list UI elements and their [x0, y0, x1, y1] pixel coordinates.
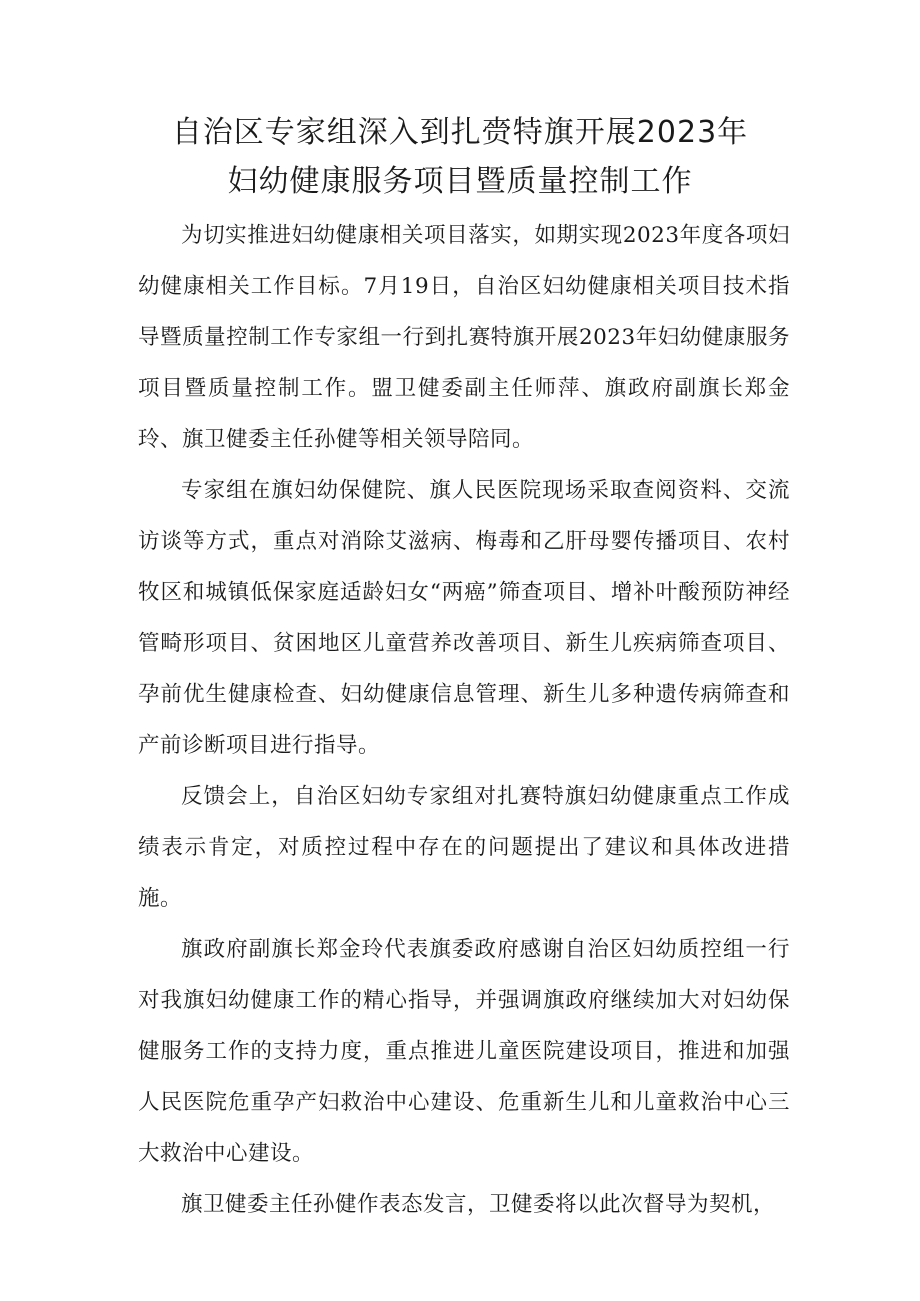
document-body	[138, 210, 790, 1230]
paragraph-inspection: 专家组在旗妇幼保健院、旗人民医院现场采取查阅资料、交流访谈等方式，重点对消除艾滋病、梅毒和乙肝母婴传播项目、农村牧区和城镇低保家庭适龄妇女“两癌”筛查项目、增补叶酸预防神经管畸形项目、贫困地区儿童营养改善项目、新生儿疾病筛查项目、孕前优生健康检查、妇幼健康信息管理、新生儿多种遗传病筛查和产前诊断项目进行指导。	[138, 478, 790, 758]
paragraph-health-commission-remarks: 旗卫健委主任孙健作表态发言，卫健委将以此次督导为契机，	[181, 1192, 776, 1217]
document-title-line-1: 自治区专家组深入到扎赍特旗开展2023年	[171, 115, 749, 150]
paragraph-feedback: 反馈会上，自治区妇幼专家组对扎赛特旗妇幼健康重点工作成绩表示肯定，对质控过程中存在的问题提出了建议和具体改进措施。	[138, 784, 790, 911]
document-title-line-2: 妇幼健康服务项目暨质量控制工作	[227, 164, 693, 199]
paragraph-government-remarks: 旗政府副旗长郑金玲代表旗委政府感谢自治区妇幼质控组一行对我旗妇幼健康工作的精心指导，并强调旗政府继续加大对妇幼保健服务工作的支持力度，重点推进儿童医院建设项目，推进和加强人民医院危重孕产妇救治中心建设、危重新生儿和儿童救治中心三大救治中心建设。	[138, 937, 790, 1166]
paragraph-intro: 为切实推进妇幼健康相关项目落实，如期实现2023年度各项妇幼健康相关工作目标。7月19日，自治区妇幼健康相关项目技术指导暨质量控制工作专家组一行到扎赛特旗开展2023年妇幼健康服务项目暨质量控制工作。盟卫健委副主任师萍、旗政府副旗长郑金玲、旗卫健委主任孙健等相关领导陪同。	[138, 223, 790, 452]
